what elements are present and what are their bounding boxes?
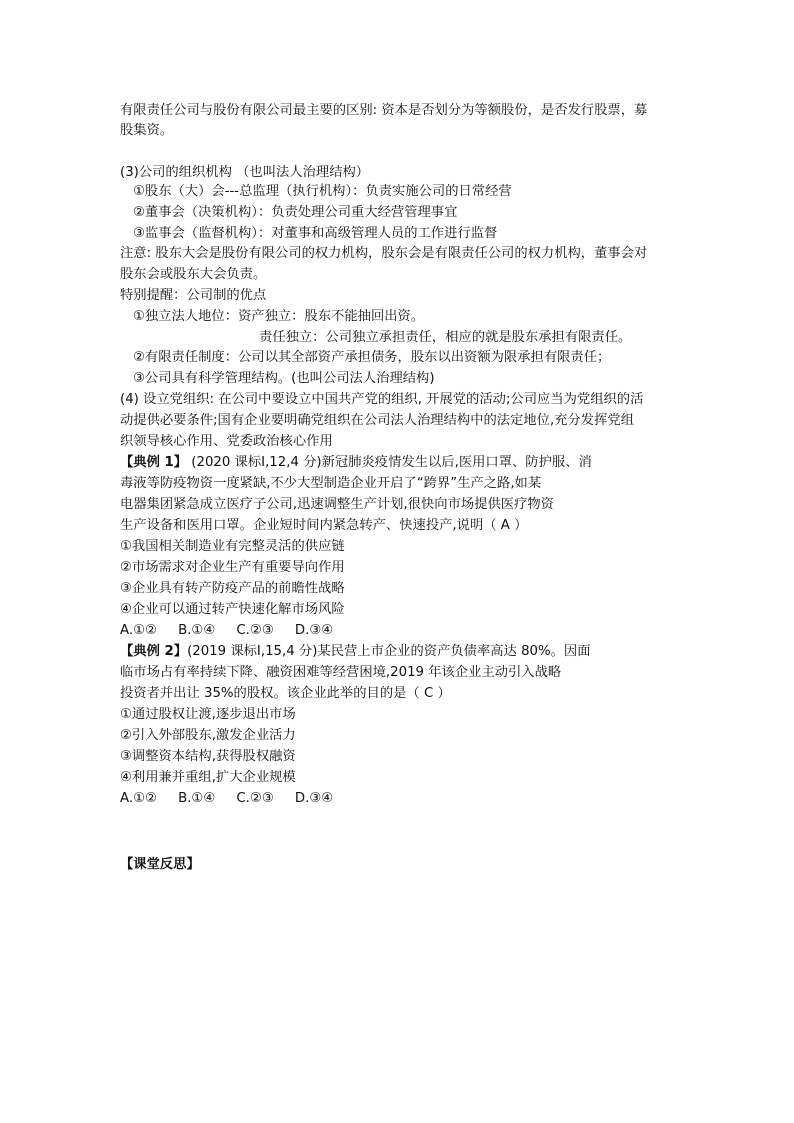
example1-stem-4: 生产设备和医用口罩。企业短时间内紧急转产、快速投产,说明（ A ）	[120, 518, 528, 533]
example2-first-line	[120, 642, 591, 662]
intro-line-1: 有限责任公司与股份有限公司最主要的区别: 资本是否划分为等额股份，是否发行股票，募	[120, 103, 648, 118]
section3-note-2: 股东会或股东大会负责。	[120, 267, 267, 282]
example2-stem-3: 投资者并出让 35%的股权。该企业此举的目的是（ C ）	[120, 686, 451, 701]
tip-line-4: ③公司具有科学管理结构。(也叫公司法人治理结构)	[133, 371, 435, 386]
example1-option-1: ①我国相关制造业有完整灵活的供应链	[120, 539, 345, 554]
example1-label: 【典例 1】	[120, 455, 188, 470]
intro-line-2: 股集资。	[120, 123, 174, 138]
example2-label: 【典例 2】	[120, 644, 188, 659]
example1-choices: A.①② B.①④ C.②③ D.③④	[120, 623, 334, 638]
tip-title: 特别提醒：公司制的优点	[120, 288, 267, 303]
example2-stem-1: (2019 课标Ⅰ,15,4 分)某民营上市企业的资产负债率高达 80%。因面	[187, 644, 591, 659]
reflection-heading: 【课堂反思】	[120, 857, 200, 872]
example1-stem-2: 毒液等防疫物资一度紧缺,不少大型制造企业开启了“跨界”生产之路,如某	[120, 476, 542, 491]
example1-stem-3: 电器集团紧急成立医疗子公司,迅速调整生产计划,很快向市场提供医疗物资	[120, 497, 554, 512]
tip-line-1: ①独立法人地位：资产独立：股东不能抽回出资。	[133, 309, 425, 324]
tip-line-2: 责任独立：公司独立承担责任，相应的就是股东承担有限责任。	[259, 330, 632, 345]
example2-option-2: ②引入外部股东,激发企业活力	[120, 728, 296, 743]
section3-note-1: 注意: 股东大会是股份有限公司的权力机构，股东会是有限责任公司的权力机构，董事会对	[120, 246, 648, 261]
example1-option-4: ④企业可以通过转产快速化解市场风险	[120, 602, 345, 617]
example1-option-2: ②市场需求对企业生产有重要导向作用	[120, 560, 345, 575]
example2-stem-2: 临市场占有率持续下降、融资困难等经营困境,2019 年该企业主动引入战略	[120, 665, 562, 680]
example2-option-1: ①通过股权让渡,逐步退出市场	[120, 707, 296, 722]
example2-option-4: ④利用兼并重组,扩大企业规模	[120, 770, 296, 785]
section4-line-3: 织领导核心作用、党委政治核心作用	[120, 434, 333, 449]
example1-stem-1: (2020 课标Ⅰ,12,4 分)新冠肺炎疫情发生以后,医用口罩、防护服、消	[187, 455, 592, 470]
section3-item-3: ③监事会（监督机构）：对董事和高级管理人员的工作进行监督	[133, 226, 498, 241]
section3-item-1: ①股东（大）会---总监理（执行机构）：负责实施公司的日常经营	[133, 184, 512, 199]
section3-title: (3)公司的组织机构 （也叫法人治理结构）	[120, 165, 370, 180]
section3-item-2: ②董事会（决策机构）：负责处理公司重大经营管理事宜	[133, 205, 458, 220]
section4-line-1: (4) 设立党组织: 在公司中要设立中国共产党的组织, 开展党的活动;公司应当为党组织的活	[120, 392, 644, 407]
example2-option-3: ③调整资本结构,获得股权融资	[120, 749, 296, 764]
tip-line-3: ②有限责任制度：公司以其全部资产承担债务，股东以出资额为限承担有限责任；	[133, 350, 611, 365]
section4-line-2: 动提供必要条件;国有企业要明确党组织在公司法人治理结构中的法定地位,充分发挥党组	[120, 413, 634, 428]
example1-first-line	[120, 453, 592, 473]
example2-choices: A.①② B.①④ C.②③ D.③④	[120, 791, 334, 806]
example1-option-3: ③企业具有转产防疫产品的前瞻性战略	[120, 581, 345, 596]
